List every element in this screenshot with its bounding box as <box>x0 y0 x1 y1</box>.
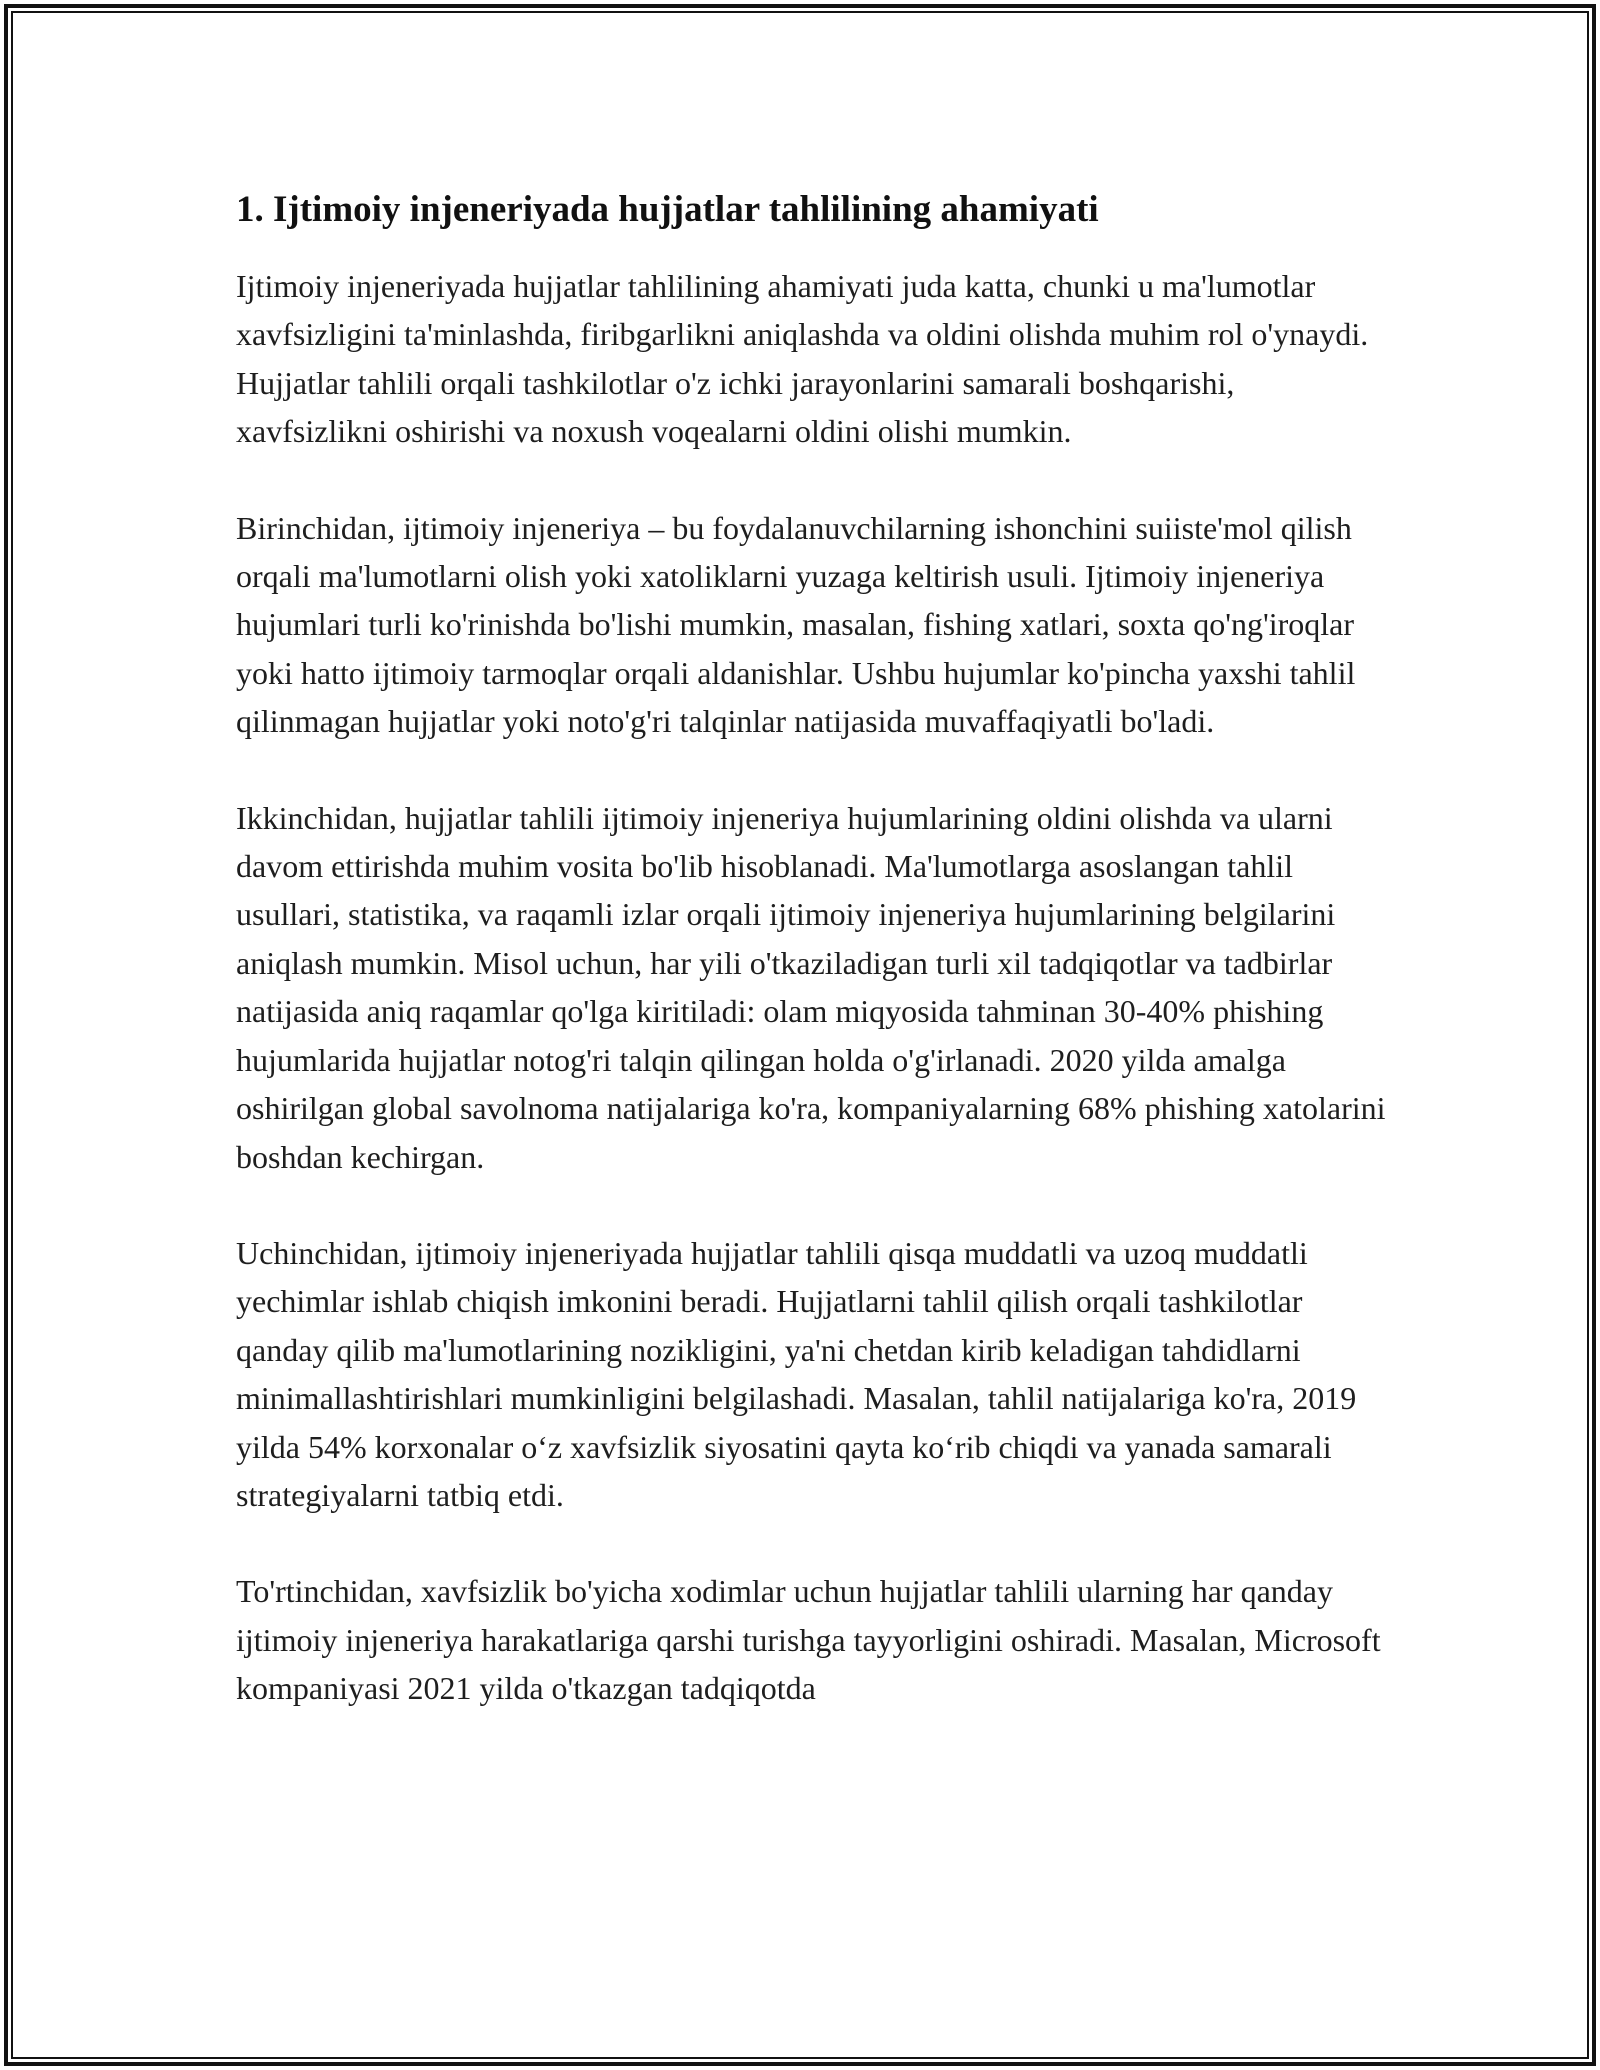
paragraph-second-point: Ikkinchidan, hujjatlar tahlili ijtimoiy injeneriya hujumlarining oldini olishda va ularni davom ettirishda muhim vosita bo'lib hisoblanadi. Ma'lumotlarga asoslangan tahlil usullari, statistika, va raqamli izlar orqali ijtimoiy injeneriya hujumlarining belgilarini aniqlash mumkin. Misol uchun, har yili o'tkaziladigan turli xil tadqiqotlar va tadbirlar natijasida aniq raqamlar qo'lga kiritiladi: olam miqyosida tahminan 30-40% phishing hujumlarida hujjatlar notog'ri talqin qilingan holda o'g'irlanadi. 2020 yilda amalga oshirilgan global savolnoma natijalariga ko'ra, kompaniyalarning 68% phishing xatolarini boshdan kechirgan. <box>236 799 1386 1175</box>
paragraph-third-point: Uchinchidan, ijtimoiy injeneriyada hujjatlar tahlili qisqa muddatli va uzoq muddatli yechimlar ishlab chiqish imkonini beradi. Hujjatlarni tahlil qilish orqali tashkilotlar qanday qilib ma'lumotlarining nozikligini, ya'ni chetdan kirib keladigan tahdidlarni minimallashtirishlari mumkinligini belgilashadi. Masalan, tahlil natijalariga ko'ra, 2019 yilda 54% korxonalar o‘z xavfsizlik siyosatini qayta ko‘rib chiqdi va yanada samarali strategiyalarni tatbiq etdi. <box>236 1234 1357 1513</box>
paragraph-first-point: Birinchidan, ijtimoiy injeneriya – bu foydalanuvchilarning ishonchini suiiste'mol qilish orqali ma'lumotlarni olish yoki xatoliklarni yuzaga keltirish usuli. Ijtimoiy injeneriya hujumlari turli ko'rinishda bo'lishi mumkin, masalan, fishing xatlari, soxta qo'ng'iroqlar yoki hatto ijtimoiy tarmoqlar orqali aldanishlar. Ushbu hujumlar ko'pincha yaxshi tahlil qilinmagan hujjatlar yoki noto'g'ri talqinlar natijasida muvaffaqiyatli bo'ladi. <box>236 509 1356 740</box>
section-heading: 1. Ijtimoiy injeneriyada hujjatlar tahlilining ahamiyati <box>236 189 1099 230</box>
paragraph-intro: Ijtimoiy injeneriyada hujjatlar tahlilining ahamiyati juda katta, chunki u ma'lumotlar xavfsizligini ta'minlashda, firibgarlikni aniqlashda va oldini olishda muhim rol o'ynaydi. Hujjatlar tahlili orqali tashkilotlar o'z ichki jarayonlarini samarali boshqarishi, xavfsizlikni oshirishi va noxush voqealarni oldini olishi mumkin. <box>236 268 1369 450</box>
paragraph-fourth-point: To'rtinchidan, xavfsizlik bo'yicha xodimlar uchun hujjatlar tahlili ularning har qanday ijtimoiy injeneriya harakatlariga qarshi turishga tayyorligini oshiradi. Masalan, Microsoft kompaniyasi 2021 yilda o'tkazgan tadqiqotda <box>236 1573 1381 1707</box>
document-body <box>236 186 1386 1761</box>
